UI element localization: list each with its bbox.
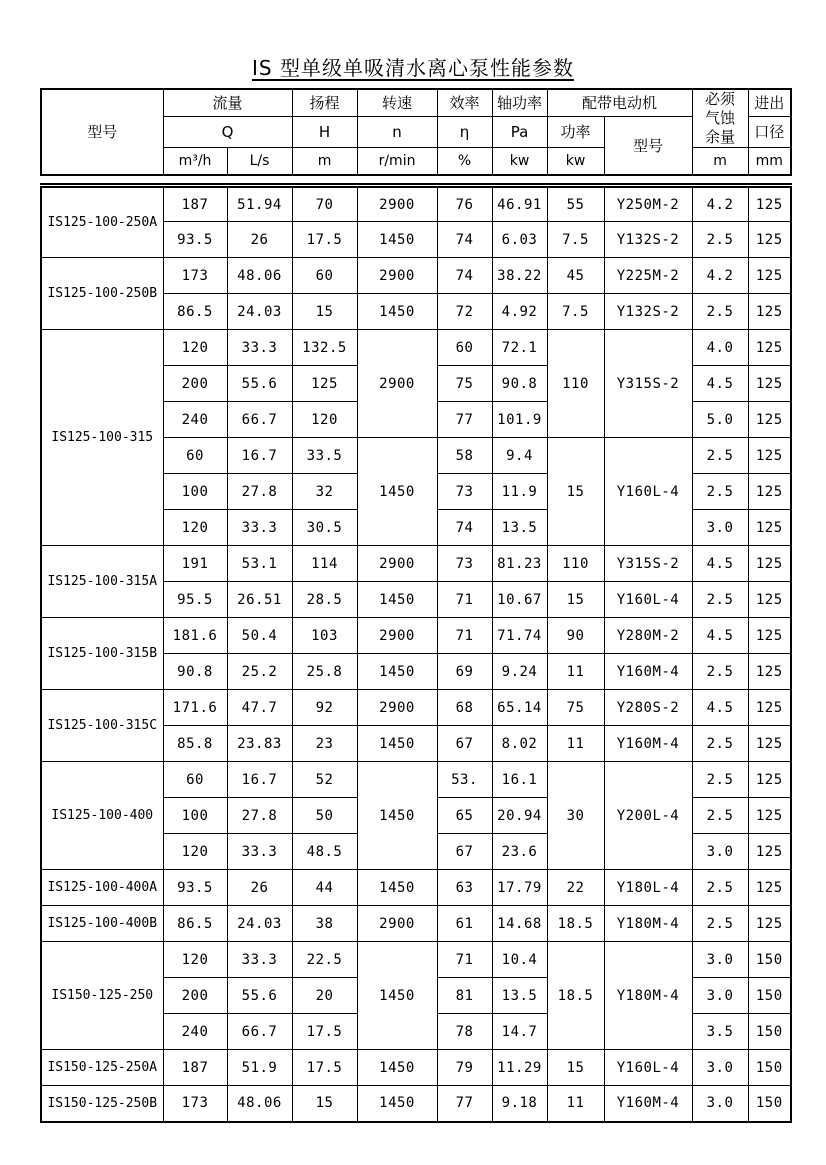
flow-m3h-cell: 90.8	[163, 654, 227, 690]
flow-ls-cell: 33.3	[227, 330, 292, 366]
speed-cell: 2900	[357, 690, 437, 726]
flow-ls-cell: 27.8	[227, 474, 292, 510]
speed-cell: 2900	[357, 258, 437, 294]
motor-power-cell: 18.5	[547, 906, 604, 942]
motor-model-cell: Y132S-2	[604, 294, 692, 330]
col-header-head: 扬程	[292, 89, 357, 116]
model-cell: IS125-100-250B	[41, 258, 163, 330]
port-cell: 150	[748, 1014, 791, 1050]
motor-model-cell: Y180L-4	[604, 870, 692, 906]
motor-model-cell: Y160M-4	[604, 726, 692, 762]
flow-m3h-cell: 240	[163, 1014, 227, 1050]
speed-cell: 1450	[357, 1086, 437, 1122]
flow-ls-cell: 33.3	[227, 942, 292, 978]
flow-ls-cell: 33.3	[227, 834, 292, 870]
efficiency-cell: 71	[437, 618, 492, 654]
flow-ls-cell: 26	[227, 222, 292, 258]
npsh-cell: 4.2	[692, 258, 748, 294]
head-cell: 17.5	[292, 1014, 357, 1050]
port-cell: 125	[748, 402, 791, 438]
shaft-power-cell: 4.92	[492, 294, 547, 330]
motor-model-cell: Y160L-4	[604, 582, 692, 618]
shaft-power-cell: 8.02	[492, 726, 547, 762]
speed-cell: 2900	[357, 186, 437, 222]
npsh-cell: 2.5	[692, 726, 748, 762]
col-header-model: 型号	[41, 89, 163, 175]
col-header-speed: 转速	[357, 89, 437, 116]
head-cell: 23	[292, 726, 357, 762]
efficiency-cell: 65	[437, 798, 492, 834]
unit-eff-percent: %	[437, 148, 492, 175]
flow-ls-cell: 16.7	[227, 762, 292, 798]
npsh-cell: 4.2	[692, 186, 748, 222]
head-cell: 33.5	[292, 438, 357, 474]
speed-cell: 1450	[357, 222, 437, 258]
port-cell: 125	[748, 870, 791, 906]
motor-model-cell: Y280M-2	[604, 618, 692, 654]
shaft-power-cell: 46.91	[492, 186, 547, 222]
head-cell: 32	[292, 474, 357, 510]
col-header-eff-symbol: η	[437, 116, 492, 148]
npsh-cell: 3.5	[692, 1014, 748, 1050]
flow-ls-cell: 51.94	[227, 186, 292, 222]
npsh-cell: 2.5	[692, 870, 748, 906]
head-cell: 30.5	[292, 510, 357, 546]
motor-model-cell: Y225M-2	[604, 258, 692, 294]
efficiency-cell: 71	[437, 942, 492, 978]
flow-ls-cell: 26	[227, 870, 292, 906]
head-cell: 17.5	[292, 1050, 357, 1086]
col-header-flow: 流量	[163, 89, 292, 116]
head-cell: 20	[292, 978, 357, 1014]
motor-model-cell: Y180M-4	[604, 906, 692, 942]
header-table	[40, 88, 792, 176]
flow-m3h-cell: 93.5	[163, 870, 227, 906]
efficiency-cell: 71	[437, 582, 492, 618]
efficiency-cell: 58	[437, 438, 492, 474]
shaft-power-cell: 101.9	[492, 402, 547, 438]
flow-ls-cell: 55.6	[227, 366, 292, 402]
page-title: IS 型单级单吸清水离心泵性能参数	[252, 56, 574, 80]
flow-ls-cell: 16.7	[227, 438, 292, 474]
efficiency-cell: 81	[437, 978, 492, 1014]
shaft-power-cell: 23.6	[492, 834, 547, 870]
speed-cell: 1450	[357, 582, 437, 618]
col-header-motor-model: 型号	[604, 116, 692, 175]
npsh-cell: 2.5	[692, 474, 748, 510]
efficiency-cell: 74	[437, 222, 492, 258]
header-row-1	[41, 89, 791, 116]
col-header-port-line2: 口径	[748, 116, 791, 148]
npsh-cell: 3.0	[692, 942, 748, 978]
col-header-npsh: 必须气蚀余量	[692, 89, 748, 148]
efficiency-cell: 74	[437, 258, 492, 294]
shaft-power-cell: 9.4	[492, 438, 547, 474]
flow-m3h-cell: 60	[163, 438, 227, 474]
npsh-cell: 4.5	[692, 546, 748, 582]
shaft-power-cell: 20.94	[492, 798, 547, 834]
motor-power-cell: 18.5	[547, 942, 604, 1050]
port-cell: 125	[748, 366, 791, 402]
flow-m3h-cell: 187	[163, 1050, 227, 1086]
model-cell: IS125-100-315B	[41, 618, 163, 690]
port-cell: 125	[748, 726, 791, 762]
head-cell: 15	[292, 1086, 357, 1122]
col-header-motor: 配带电动机	[547, 89, 692, 116]
efficiency-cell: 72	[437, 294, 492, 330]
pump-table-rows	[41, 186, 791, 1122]
shaft-power-cell: 10.4	[492, 942, 547, 978]
motor-model-cell: Y160L-4	[604, 438, 692, 546]
speed-cell: 1450	[357, 438, 437, 546]
speed-cell: 1450	[357, 942, 437, 1050]
efficiency-cell: 75	[437, 366, 492, 402]
head-cell: 48.5	[292, 834, 357, 870]
shaft-power-cell: 14.7	[492, 1014, 547, 1050]
flow-ls-cell: 51.9	[227, 1050, 292, 1086]
shaft-power-cell: 16.1	[492, 762, 547, 798]
port-cell: 125	[748, 294, 791, 330]
npsh-cell: 4.0	[692, 330, 748, 366]
flow-m3h-cell: 171.6	[163, 690, 227, 726]
motor-power-cell: 55	[547, 186, 604, 222]
efficiency-cell: 61	[437, 906, 492, 942]
motor-model-cell: Y180M-4	[604, 942, 692, 1050]
model-cell: IS150-125-250B	[41, 1086, 163, 1122]
flow-m3h-cell: 86.5	[163, 294, 227, 330]
head-cell: 114	[292, 546, 357, 582]
speed-cell: 1450	[357, 294, 437, 330]
shaft-power-cell: 6.03	[492, 222, 547, 258]
flow-m3h-cell: 120	[163, 510, 227, 546]
motor-model-cell: Y160M-4	[604, 1086, 692, 1122]
flow-m3h-cell: 100	[163, 798, 227, 834]
flow-m3h-cell: 95.5	[163, 582, 227, 618]
model-cell: IS125-100-400A	[41, 870, 163, 906]
efficiency-cell: 78	[437, 1014, 492, 1050]
efficiency-cell: 77	[437, 402, 492, 438]
flow-ls-cell: 26.51	[227, 582, 292, 618]
motor-power-cell: 7.5	[547, 294, 604, 330]
speed-cell: 1450	[357, 762, 437, 870]
col-header-head-symbol: H	[292, 116, 357, 148]
flow-m3h-cell: 181.6	[163, 618, 227, 654]
speed-cell: 2900	[357, 546, 437, 582]
efficiency-cell: 73	[437, 546, 492, 582]
efficiency-cell: 63	[437, 870, 492, 906]
port-cell: 125	[748, 258, 791, 294]
flow-ls-cell: 23.83	[227, 726, 292, 762]
motor-power-cell: 15	[547, 1050, 604, 1086]
motor-model-cell: Y160L-4	[604, 1050, 692, 1086]
port-cell: 150	[748, 978, 791, 1014]
flow-m3h-cell: 173	[163, 258, 227, 294]
shaft-power-cell: 65.14	[492, 690, 547, 726]
col-header-shaft-power: 轴功率	[492, 89, 547, 116]
npsh-cell: 4.5	[692, 618, 748, 654]
efficiency-cell: 60	[437, 330, 492, 366]
npsh-cell: 2.5	[692, 222, 748, 258]
flow-ls-cell: 53.1	[227, 546, 292, 582]
col-header-port-line1: 进出	[748, 89, 791, 116]
flow-m3h-cell: 191	[163, 546, 227, 582]
motor-power-cell: 110	[547, 330, 604, 438]
port-cell: 125	[748, 546, 791, 582]
port-cell: 125	[748, 654, 791, 690]
port-cell: 125	[748, 438, 791, 474]
port-cell: 125	[748, 222, 791, 258]
port-cell: 125	[748, 762, 791, 798]
motor-power-cell: 15	[547, 582, 604, 618]
unit-head-m: m	[292, 148, 357, 175]
efficiency-cell: 79	[437, 1050, 492, 1086]
pump-row	[41, 762, 791, 798]
port-cell: 150	[748, 1086, 791, 1122]
pump-row	[41, 330, 791, 366]
flow-ls-cell: 66.7	[227, 1014, 292, 1050]
model-cell: IS125-100-315C	[41, 690, 163, 762]
flow-ls-cell: 24.03	[227, 294, 292, 330]
flow-m3h-cell: 173	[163, 1086, 227, 1122]
npsh-cell: 3.0	[692, 510, 748, 546]
npsh-cell: 3.0	[692, 834, 748, 870]
efficiency-cell: 73	[437, 474, 492, 510]
flow-m3h-cell: 200	[163, 366, 227, 402]
port-cell: 125	[748, 834, 791, 870]
npsh-cell: 4.5	[692, 690, 748, 726]
flow-m3h-cell: 120	[163, 834, 227, 870]
head-cell: 70	[292, 186, 357, 222]
port-cell: 125	[748, 474, 791, 510]
head-cell: 125	[292, 366, 357, 402]
shaft-power-cell: 90.8	[492, 366, 547, 402]
motor-power-cell: 45	[547, 258, 604, 294]
unit-flow-m3h: m³/h	[163, 148, 227, 175]
model-cell: IS150-125-250	[41, 942, 163, 1050]
pump-row	[41, 1050, 791, 1086]
motor-power-cell: 30	[547, 762, 604, 870]
motor-model-cell: Y280S-2	[604, 690, 692, 726]
motor-model-cell: Y132S-2	[604, 222, 692, 258]
efficiency-cell: 74	[437, 510, 492, 546]
pump-row	[41, 258, 791, 294]
shaft-power-cell: 17.79	[492, 870, 547, 906]
pump-row	[41, 906, 791, 942]
flow-ls-cell: 25.2	[227, 654, 292, 690]
flow-ls-cell: 55.6	[227, 978, 292, 1014]
motor-model-cell: Y250M-2	[604, 186, 692, 222]
motor-power-cell: 75	[547, 690, 604, 726]
unit-speed-rmin: r/min	[357, 148, 437, 175]
head-cell: 17.5	[292, 222, 357, 258]
head-cell: 52	[292, 762, 357, 798]
speed-cell: 2900	[357, 618, 437, 654]
head-cell: 50	[292, 798, 357, 834]
shaft-power-cell: 13.5	[492, 510, 547, 546]
flow-m3h-cell: 85.8	[163, 726, 227, 762]
npsh-cell: 5.0	[692, 402, 748, 438]
flow-m3h-cell: 120	[163, 330, 227, 366]
unit-motor-kw: kw	[547, 148, 604, 175]
flow-m3h-cell: 240	[163, 402, 227, 438]
speed-cell: 2900	[357, 906, 437, 942]
speed-cell: 2900	[357, 330, 437, 438]
pump-row	[41, 942, 791, 978]
port-cell: 125	[748, 906, 791, 942]
flow-ls-cell: 33.3	[227, 510, 292, 546]
flow-ls-cell: 50.4	[227, 618, 292, 654]
motor-power-cell: 15	[547, 438, 604, 546]
flow-ls-cell: 48.06	[227, 258, 292, 294]
unit-shaft-kw: kw	[492, 148, 547, 175]
npsh-cell: 2.5	[692, 798, 748, 834]
head-cell: 92	[292, 690, 357, 726]
col-header-flow-symbol: Q	[163, 116, 292, 148]
shaft-power-cell: 10.67	[492, 582, 547, 618]
efficiency-cell: 68	[437, 690, 492, 726]
shaft-power-cell: 81.23	[492, 546, 547, 582]
shaft-power-cell: 11.9	[492, 474, 547, 510]
npsh-cell: 2.5	[692, 906, 748, 942]
head-cell: 44	[292, 870, 357, 906]
efficiency-cell: 67	[437, 726, 492, 762]
flow-m3h-cell: 93.5	[163, 222, 227, 258]
pump-row	[41, 690, 791, 726]
pump-row	[41, 1086, 791, 1122]
pump-row	[41, 186, 791, 222]
head-cell: 25.8	[292, 654, 357, 690]
shaft-power-cell: 71.74	[492, 618, 547, 654]
head-cell: 103	[292, 618, 357, 654]
head-cell: 15	[292, 294, 357, 330]
unit-npsh-m: m	[692, 148, 748, 175]
shaft-power-cell: 14.68	[492, 906, 547, 942]
model-cell: IS125-100-315	[41, 330, 163, 546]
flow-m3h-cell: 120	[163, 942, 227, 978]
head-cell: 132.5	[292, 330, 357, 366]
pump-row	[41, 870, 791, 906]
head-cell: 120	[292, 402, 357, 438]
head-cell: 38	[292, 906, 357, 942]
port-cell: 125	[748, 690, 791, 726]
npsh-cell: 2.5	[692, 438, 748, 474]
pump-row	[41, 546, 791, 582]
motor-model-cell: Y200L-4	[604, 762, 692, 870]
col-header-motor-power: 功率	[547, 116, 604, 148]
model-cell: IS125-100-400B	[41, 906, 163, 942]
speed-cell: 1450	[357, 726, 437, 762]
port-cell: 150	[748, 1050, 791, 1086]
shaft-power-cell: 72.1	[492, 330, 547, 366]
unit-port-mm: mm	[748, 148, 791, 175]
motor-power-cell: 90	[547, 618, 604, 654]
pump-row	[41, 618, 791, 654]
port-cell: 125	[748, 330, 791, 366]
flow-ls-cell: 47.7	[227, 690, 292, 726]
motor-model-cell: Y315S-2	[604, 546, 692, 582]
shaft-power-cell: 13.5	[492, 978, 547, 1014]
npsh-cell: 2.5	[692, 582, 748, 618]
npsh-cell: 3.0	[692, 1086, 748, 1122]
pump-table	[40, 183, 792, 1123]
head-cell: 28.5	[292, 582, 357, 618]
efficiency-cell: 69	[437, 654, 492, 690]
flow-ls-cell: 48.06	[227, 1086, 292, 1122]
motor-power-cell: 22	[547, 870, 604, 906]
port-cell: 125	[748, 186, 791, 222]
port-cell: 150	[748, 942, 791, 978]
shaft-power-cell: 9.24	[492, 654, 547, 690]
col-header-speed-symbol: n	[357, 116, 437, 148]
efficiency-cell: 77	[437, 1086, 492, 1122]
flow-m3h-cell: 100	[163, 474, 227, 510]
speed-cell: 1450	[357, 654, 437, 690]
port-cell: 125	[748, 618, 791, 654]
flow-ls-cell: 66.7	[227, 402, 292, 438]
efficiency-cell: 53.	[437, 762, 492, 798]
efficiency-cell: 67	[437, 834, 492, 870]
flow-ls-cell: 27.8	[227, 798, 292, 834]
port-cell: 125	[748, 510, 791, 546]
motor-power-cell: 110	[547, 546, 604, 582]
motor-model-cell: Y160M-4	[604, 654, 692, 690]
npsh-cell: 2.5	[692, 762, 748, 798]
col-header-shaft-symbol: Pa	[492, 116, 547, 148]
unit-flow-ls: L/s	[227, 148, 292, 175]
motor-power-cell: 11	[547, 654, 604, 690]
motor-power-cell: 11	[547, 726, 604, 762]
flow-m3h-cell: 200	[163, 978, 227, 1014]
model-cell: IS150-125-250A	[41, 1050, 163, 1086]
model-cell: IS125-100-315A	[41, 546, 163, 618]
efficiency-cell: 76	[437, 186, 492, 222]
port-cell: 125	[748, 582, 791, 618]
flow-m3h-cell: 60	[163, 762, 227, 798]
shaft-power-cell: 38.22	[492, 258, 547, 294]
head-cell: 60	[292, 258, 357, 294]
flow-m3h-cell: 187	[163, 186, 227, 222]
model-cell: IS125-100-400	[41, 762, 163, 870]
shaft-power-cell: 9.18	[492, 1086, 547, 1122]
head-cell: 22.5	[292, 942, 357, 978]
port-cell: 125	[748, 798, 791, 834]
motor-power-cell: 11	[547, 1086, 604, 1122]
model-cell: IS125-100-250A	[41, 186, 163, 258]
npsh-cell: 4.5	[692, 366, 748, 402]
speed-cell: 1450	[357, 1050, 437, 1086]
speed-cell: 1450	[357, 870, 437, 906]
flow-ls-cell: 24.03	[227, 906, 292, 942]
col-header-efficiency: 效率	[437, 89, 492, 116]
shaft-power-cell: 11.29	[492, 1050, 547, 1086]
npsh-cell: 3.0	[692, 978, 748, 1014]
motor-model-cell: Y315S-2	[604, 330, 692, 438]
motor-power-cell: 7.5	[547, 222, 604, 258]
npsh-cell: 2.5	[692, 654, 748, 690]
npsh-cell: 2.5	[692, 294, 748, 330]
npsh-cell: 3.0	[692, 1050, 748, 1086]
flow-m3h-cell: 86.5	[163, 906, 227, 942]
